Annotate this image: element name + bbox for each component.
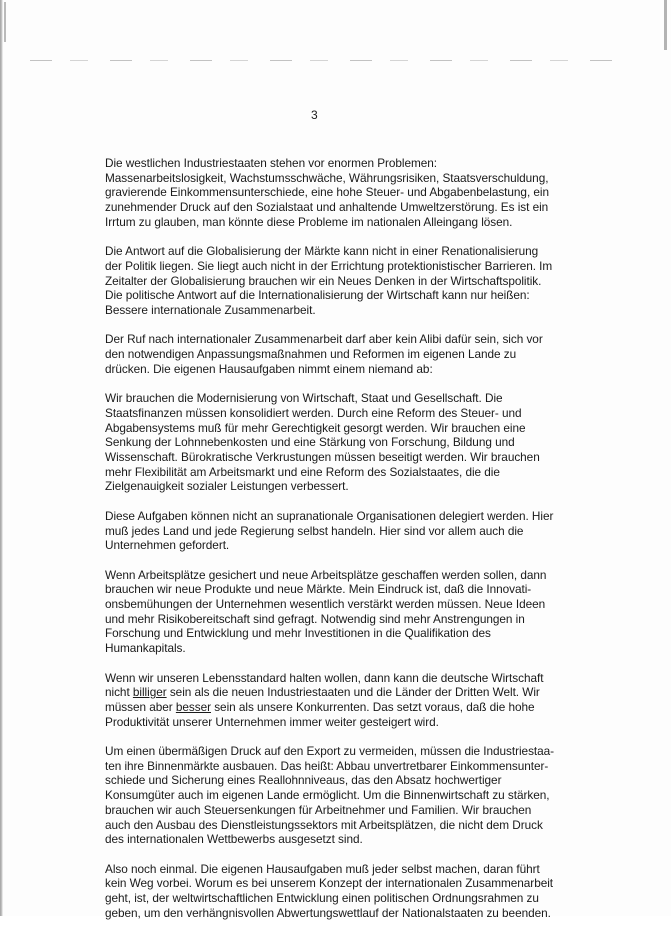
text-line: der Politik liegen. Sie liegt auch nicht in der Errichtung protektionistischer Barrieren. Im bbox=[105, 258, 553, 273]
text-line: geht, ist, der weltwirtschaftlichen Entwicklung einen politischen Ordnungsrahmen zu bbox=[105, 891, 539, 906]
text-segment: sein als unsere Konkurrenten. Das setzt voraus, daß die hohe bbox=[210, 699, 535, 714]
underlined-word: besser bbox=[175, 699, 211, 714]
scan-corner-artifact bbox=[4, 2, 20, 42]
scan-edge-artifact-right bbox=[664, 0, 667, 50]
text-line: Wenn Arbeitsplätze gesichert und neue Arbeitsplätze geschaffen werden sollen, dann bbox=[105, 567, 547, 582]
text-line: Der Ruf nach internationaler Zusammenarbeit darf aber kein Alibi dafür sein, sich vor bbox=[105, 332, 543, 347]
text-line: Um einen übermäßigen Druck auf den Export zu vermeiden, müssen die Industriestaa- bbox=[105, 744, 555, 759]
text-line: Massenarbeitslosigkeit, Wachstumsschwäche, Währungsrisiken, Staatsverschuldung, bbox=[105, 170, 549, 185]
text-line: Die politische Antwort auf die Internationalisierung der Wirtschaft kann nur heißen: bbox=[105, 288, 530, 303]
paragraph bbox=[105, 244, 553, 318]
text-line: Also noch einmal. Die eigenen Hausaufgaben muß jeder selbst machen, daran führt bbox=[105, 861, 540, 876]
text-line: Die Antwort auf die Globalisierung der Märkte kann nicht in einer Renationalisierung bbox=[105, 244, 539, 259]
text-line bbox=[105, 670, 544, 686]
text-line: den notwendigen Anpassungsmaßnahmen und Reformen im eigenen Lande zu bbox=[105, 347, 517, 362]
paragraph bbox=[105, 861, 554, 921]
text-line bbox=[105, 700, 535, 715]
text-line: ten ihre Binnenmärkte ausbauen. Das heißt: Abbau unvertretbarer Einkommensunter- bbox=[105, 758, 549, 773]
text-line: Irrtum zu glauben, man könnte diese Probleme im nationalen Alleingang lösen. bbox=[105, 214, 513, 229]
text-line bbox=[105, 685, 540, 700]
text-line: Zielgenauigkeit sozialer Leistungen verbessert. bbox=[105, 479, 349, 494]
text-segment: sein als die neuen Industriestaaten und die Länder der Dritten Welt. Wir bbox=[166, 685, 540, 700]
document-body bbox=[105, 156, 555, 935]
underlined-word: billiger bbox=[132, 685, 167, 700]
text-line: Wissenschaft. Bürokratische Verkrustungen müssen beseitigt werden. Wir brauchen bbox=[105, 450, 540, 465]
paragraph bbox=[105, 332, 543, 376]
text-line: drücken. Die eigenen Hausaufgaben nimmt einem niemand ab: bbox=[105, 361, 433, 376]
text-line: Wir brauchen die Modernisierung von Wirtschaft, Staat und Gesellschaft. Die bbox=[105, 391, 503, 406]
text-line: mehr Flexibilität am Arbeitsmarkt und eine Reform des Sozialstaates, die die bbox=[105, 464, 500, 479]
text-line: Staatsfinanzen müssen konsolidiert werden. Durch eine Reform des Steuer- und bbox=[105, 405, 522, 420]
text-line: Humankapitals. bbox=[105, 641, 186, 656]
text-segment: Wenn wir unseren Lebensstandard halten wollen, dann kann die deutsche Wirtschaft bbox=[105, 670, 544, 685]
page-number: 3 bbox=[311, 108, 318, 122]
paragraph bbox=[105, 670, 544, 730]
paragraph bbox=[105, 744, 555, 847]
text-line: gravierende Einkommensunterschiede, eine hohe Steuer- und Abgabenbelastung, ein bbox=[105, 185, 549, 200]
text-line: Diese Aufgaben können nicht an supranationale Organisationen delegiert werden. Hier bbox=[105, 508, 554, 523]
text-segment: müssen aber bbox=[105, 699, 176, 714]
text-line: Senkung der Lohnnebenkosten und eine Stärkung von Forschung, Bildung und bbox=[105, 435, 515, 450]
text-segment: nicht bbox=[105, 685, 133, 700]
text-line: Forschung und Entwicklung und mehr Investitionen in die Qualifikation des bbox=[105, 626, 491, 641]
text-line bbox=[105, 715, 535, 730]
text-line: brauchen wir neue Produkte und neue Märkte. Mein Eindruck ist, daß die Innovati- bbox=[105, 582, 532, 597]
text-line: Abgabensystems muß für mehr Gerechtigkeit gesorgt werden. Wir brauchen eine bbox=[105, 420, 526, 435]
text-line: onsbemühungen der Unternehmen wesentlich verstärkt werden müssen. Neue Ideen bbox=[105, 597, 546, 612]
text-line: Die westlichen Industriestaaten stehen vor enormen Problemen: bbox=[105, 156, 438, 170]
paragraph bbox=[105, 391, 540, 494]
text-line: Konsumgüter auch im eigenen Lande ermöglicht. Um die Binnenwirtschaft zu stärken, bbox=[105, 788, 550, 803]
text-line: Bessere internationale Zusammenarbeit. bbox=[105, 303, 316, 318]
paragraph bbox=[105, 508, 554, 553]
text-line: zunehmender Druck auf den Sozialstaat und anhaltende Umweltzerstörung. Es ist ein bbox=[105, 200, 549, 215]
text-line: geben, um den verhängnisvollen Abwertungswettlauf der Nationalstaaten zu beenden. bbox=[105, 905, 551, 920]
paragraph bbox=[105, 156, 549, 230]
scan-edge-artifact bbox=[0, 0, 3, 916]
text-line: Zeitalter der Globalisierung brauchen wir ein Neues Denken in der Wirtschaftspolitik. bbox=[105, 273, 542, 288]
text-line: und mehr Risikobereitschaft sind gefragt. Notwendig sind mehr Anstrengungen in bbox=[105, 611, 525, 626]
text-line: brauchen wir auch Steuersenkungen für Arbeitnehmer und Familien. Wir brauchen bbox=[105, 802, 532, 817]
text-line: muß jedes Land und jede Regierung selbst handeln. Hier sind vor allem auch die bbox=[105, 523, 524, 538]
text-line: des internationalen Wettbewerbs ausgesetzt sind. bbox=[105, 832, 363, 847]
text-segment: Produktivität unserer Unternehmen immer weiter gesteigert wird. bbox=[105, 714, 439, 729]
scan-line-artifact bbox=[30, 60, 630, 61]
text-line: auch den Ausbau des Dienstleistungssektors mit Arbeitsplätzen, die nicht dem Druck bbox=[105, 817, 543, 832]
paragraph bbox=[105, 567, 547, 656]
text-line: schiede und Sicherung eines Reallohnniveaus, das den Absatz hochwertiger bbox=[105, 773, 502, 788]
text-line: kein Weg vorbei. Worum es bei unserem Konzept der internationalen Zusammenarbeit bbox=[105, 876, 554, 891]
text-line: Unternehmen gefordert. bbox=[105, 538, 230, 553]
